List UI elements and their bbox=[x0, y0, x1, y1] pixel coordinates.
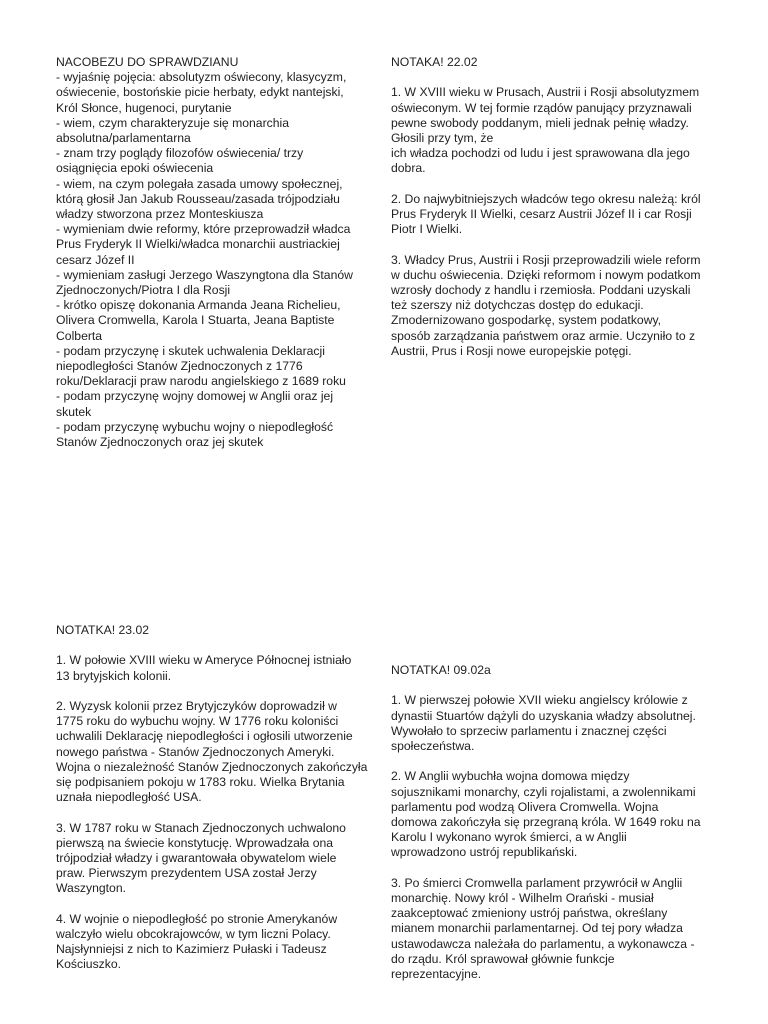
note-line: dynastii Stuartów dążyli do uzyskania władzy absolutnej. bbox=[391, 708, 696, 723]
note-line: dobra. bbox=[391, 161, 426, 176]
note-line: Prus Fryderyk II Wielki, cesarz Austrii Józef II i car Rosji bbox=[391, 207, 692, 221]
note-line: 1775 roku do wybuchu wojny. W 1776 roku koloniści bbox=[56, 714, 339, 729]
checklist-line: niepodległości Stanów Zjednoczonych z 1776 bbox=[56, 359, 303, 374]
note-paragraph bbox=[391, 769, 721, 860]
note-22-02-section bbox=[391, 55, 721, 359]
checklist-line: - podam przyczynę i skutek uchwalenia Deklaracji bbox=[56, 343, 325, 358]
note-line: społeczeństwa. bbox=[391, 739, 475, 753]
note-line: parlamentu pod wodzą Olivera Cromwella. Wojna bbox=[391, 799, 659, 814]
note-line: mianem monarchii parlamentarnej. Od tej pory władza bbox=[391, 921, 683, 936]
note-line: trójpodział władzy i gwarantowała obywatelom wiele bbox=[56, 851, 337, 865]
note-line: 3. Po śmierci Cromwella parlament przywrócił w Anglii bbox=[391, 875, 683, 890]
note-line: Piotr I Wielki. bbox=[391, 222, 463, 237]
checklist-line: cesarz Józef II bbox=[56, 252, 135, 267]
note-line: Głosili przy tym, że bbox=[391, 131, 494, 145]
note-line: Wywołało to sprzeciw parlamentu i znacznej części bbox=[391, 723, 667, 738]
note-paragraph bbox=[391, 85, 721, 176]
checklist-line: Zjednoczonych/Piotra I dla Rosji bbox=[56, 283, 231, 298]
note-line: też szerszy niż dotychczas dostęp do edukacji. bbox=[391, 298, 644, 313]
note-09-02a-section bbox=[391, 663, 721, 982]
note-line: Austrii, Prus i Rosji nowe europejskie potęgi. bbox=[391, 343, 632, 358]
note-line: 1. W XVIII wieku w Prusach, Austrii i Rosji absolutyzmem bbox=[391, 85, 700, 100]
note-line: się podpisaniem pokoju w 1783 roku. Wielka Brytania bbox=[56, 775, 345, 789]
checklist-line: Prus Fryderyk II Wielki/władca monarchii austriackiej bbox=[56, 237, 340, 252]
note-paragraph bbox=[391, 192, 721, 238]
note-paragraph bbox=[56, 912, 381, 973]
note-line: Zmodernizowano gospodarkę, system podatkowy, bbox=[391, 313, 662, 328]
checklist-section bbox=[56, 55, 376, 450]
note-line: pewne swobody poddanym, mieli jednak pełnię władzy. bbox=[391, 115, 689, 130]
note-line: do rządu. Król sprawował głównie funkcje bbox=[391, 951, 615, 966]
checklist-line: Olivera Cromwella, Karola I Stuarta, Jeana Baptiste bbox=[56, 313, 335, 328]
note-paragraph bbox=[56, 699, 381, 805]
checklist-line: - podam przyczynę wybuchu wojny o niepodległość bbox=[56, 419, 334, 434]
note-line: Karolu I wykonano wyrok śmierci, a w Anglii bbox=[391, 830, 627, 845]
checklist-line: - wyjaśnię pojęcia: absolutyzm oświecony, klasycyzm, bbox=[56, 70, 347, 85]
note-line: Kościuszko. bbox=[56, 957, 122, 972]
note-line: ich władza pochodzi od ludu i jest sprawowana dla jego bbox=[391, 146, 690, 161]
note-line: wprowadzono ustrój republikański. bbox=[391, 845, 578, 860]
note-line: 2. Do najwybitniejszych władców tego okresu należą: król bbox=[391, 191, 701, 206]
note-line: monarchię. Nowy król - Wilhelm Orański - musiał bbox=[391, 891, 654, 905]
note-line: uchwalili Deklarację niepodległości i ogłosili utworzenie bbox=[56, 729, 353, 744]
checklist-line: którą głosił Jan Jakub Rousseau/zasada trójpodziału bbox=[56, 191, 340, 206]
note-line: walczyło wielu obcokrajowców, w tym liczni Polacy. bbox=[56, 927, 331, 941]
note-line: zaakceptować zmieniony ustrój państwa, określany bbox=[391, 906, 668, 921]
note-line: praw. Pierwszym prezydentem USA został Jerzy bbox=[56, 866, 317, 881]
note-line: oświeconym. W tej formie rządów panujący przyznawali bbox=[391, 100, 692, 115]
note-line: domowa zakończyła się przegraną króla. W 1649 roku na bbox=[391, 815, 701, 829]
note-line: sposób zarządzania państwem oraz armie. Uczyniło to z bbox=[391, 328, 696, 343]
note-line: 13 brytyjskich kolonii. bbox=[56, 668, 172, 683]
note-line: Waszyngton. bbox=[56, 881, 126, 896]
note-title: NOTATKA! 09.02a bbox=[391, 663, 491, 677]
note-line: w duchu oświecenia. Dzięki reformom i nowym podatkom bbox=[391, 267, 701, 282]
checklist-line: Colberta bbox=[56, 328, 103, 343]
note-line: 3. Władcy Prus, Austrii i Rosji przeprowadzili wiele reform bbox=[391, 252, 701, 267]
checklist-line: osiągnięcia epoki oświecenia bbox=[56, 161, 214, 176]
checklist-line: Stanów Zjednoczonych oraz jej skutek bbox=[56, 435, 264, 450]
note-paragraph bbox=[391, 876, 721, 982]
checklist-line: roku/Deklaracji praw narodu angielskiego z 1689 roku bbox=[56, 374, 346, 389]
note-paragraph bbox=[391, 253, 721, 359]
note-line: 4. W wojnie o niepodległość po stronie Amerykanów bbox=[56, 911, 338, 926]
checklist-line: - wiem, na czym polegała zasada umowy społecznej, bbox=[56, 176, 343, 191]
note-line: 2. Wyzysk kolonii przez Brytyjczyków doprowadził w bbox=[56, 698, 337, 713]
note-paragraph bbox=[56, 653, 381, 683]
checklist-line: absolutna/parlamentarna bbox=[56, 131, 191, 146]
note-title: NOTAKA! 22.02 bbox=[391, 55, 478, 69]
note-line: 3. W 1787 roku w Stanach Zjednoczonych uchwalono bbox=[56, 820, 346, 835]
note-line: Wojna o niezależność Stanów Zjednoczonych zakończyła bbox=[56, 759, 368, 774]
note-paragraph bbox=[391, 693, 721, 754]
note-line: 1. W połowie XVIII wieku w Ameryce Północnej istniało bbox=[56, 653, 352, 668]
note-line: Najsłynniejsi z nich to Kazimierz Pułaski i Tadeusz bbox=[56, 942, 327, 957]
checklist-line: - podam przyczynę wojny domowej w Anglii oraz jej bbox=[56, 389, 334, 404]
checklist-line: - znam trzy poglądy filozofów oświecenia/ trzy bbox=[56, 146, 304, 161]
note-23-02-section bbox=[56, 623, 381, 973]
checklist-line: - wymieniam dwie reformy, które przeprowadził władca bbox=[56, 222, 351, 237]
note-line: 1. W pierwszej połowie XVII wieku angielscy królowie z bbox=[391, 693, 688, 708]
note-line: pierwszą na świecie konstytucję. Wprowadzała ona bbox=[56, 835, 334, 850]
note-line: 2. W Anglii wybuchła wojna domowa między bbox=[391, 769, 630, 784]
note-line: reprezentacyjne. bbox=[391, 967, 482, 982]
checklist-line: Król Słonce, hugenoci, purytanie bbox=[56, 100, 232, 115]
note-title: NOTATKA! 23.02 bbox=[56, 623, 150, 637]
note-paragraph bbox=[56, 821, 381, 897]
checklist-line: - wiem, czym charakteryzuje się monarchia bbox=[56, 115, 289, 130]
note-line: uznała niepodległość USA. bbox=[56, 790, 202, 805]
note-line: nowego państwa - Stanów Zjednoczonych Ameryki. bbox=[56, 744, 335, 759]
checklist-line: oświecenie, bostońskie picie herbaty, edykt nantejski, bbox=[56, 85, 344, 100]
checklist-line: skutek bbox=[56, 404, 92, 419]
note-line: ustawodawcza należała do parlamentu, a wykonawcza - bbox=[391, 936, 695, 951]
checklist-line: władzy stworzona przez Monteskiusza bbox=[56, 207, 264, 222]
checklist-title: NACOBEZU DO SPRAWDZIANU bbox=[56, 55, 239, 69]
checklist-line: - wymieniam zasługi Jerzego Waszyngtona dla Stanów bbox=[56, 267, 353, 282]
checklist-line: - krótko opiszę dokonania Armanda Jeana Richelieu, bbox=[56, 298, 341, 313]
note-line: wzrosły dochody z handlu i rzemiosła. Poddani uzyskali bbox=[391, 283, 691, 297]
note-line: sojusznikami monarchy, czyli rojalistami, a zwolennikami bbox=[391, 784, 696, 799]
